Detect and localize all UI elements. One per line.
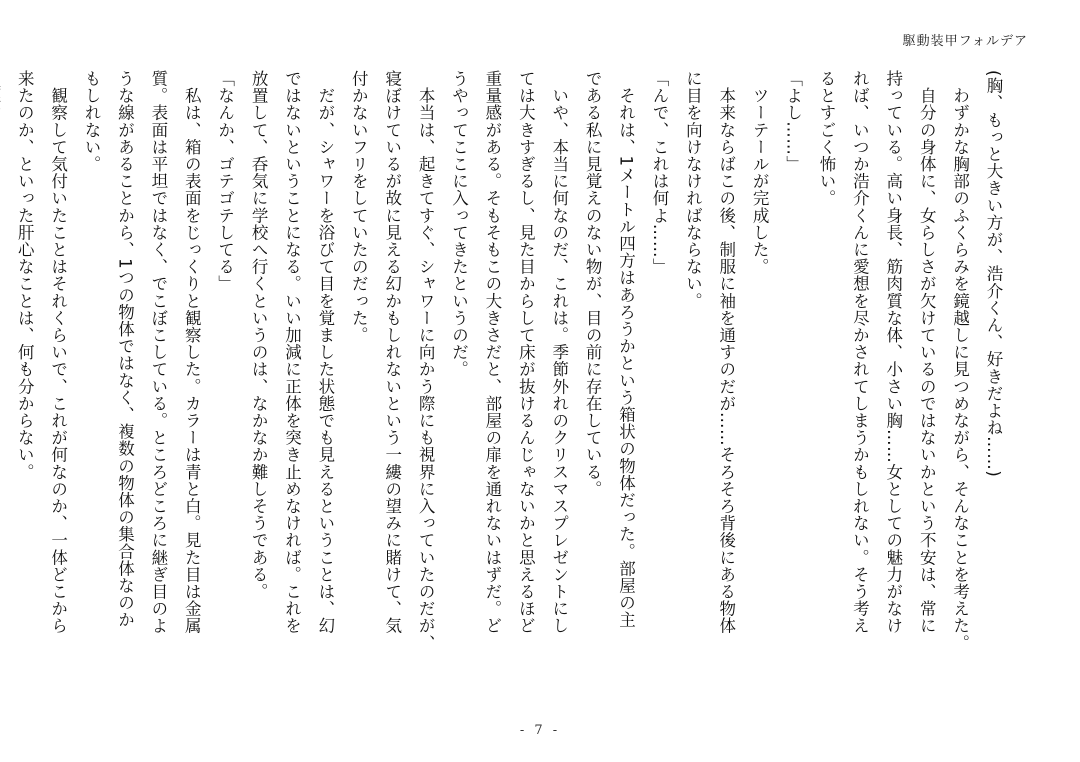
text-line: 持っている。高い身長、筋肉質な体、小さい胸……女としての魅力がなけ	[883, 70, 903, 635]
text-line: である私に見覚えのない物が、目の前に存在している。	[583, 70, 603, 498]
text-line: うやってここに入ってきたというのだ。	[449, 70, 469, 378]
text-line: ては大きすぎるし、見た目からして床が抜けるんじゃないかと思えるほど	[516, 70, 536, 635]
text-line	[0, 70, 8, 710]
text-line: わずかな胸部のふくらみを鏡越しに見つめながら、そんなことを考えた。	[950, 70, 970, 652]
text-line: 付かないフリをしていたのだった。	[349, 70, 369, 344]
text-line: 自分の身体に、女らしさが欠けているのではないかという不安は、常に	[917, 70, 937, 635]
text-line: 「んで、これは何よ……」	[649, 70, 669, 276]
text-line: ではないということになる。いい加減に正体を突き止めなければ。これを	[282, 70, 302, 635]
text-line: 放置して、呑気に学校へ行くというのは、なかなか難しそうである。	[249, 70, 269, 601]
text-line: 本当は、起きてすぐ、シャワーに向かう際にも視界に入っていたのだが、	[416, 70, 436, 652]
text-line: 本来ならばこの後、制服に袖を通すのだが……そろそろ背後にある物体	[716, 70, 736, 635]
novel-text-body	[15, 70, 1010, 710]
text-line: 私は、箱の表面をじっくりと観察した。カラーは青と白。見た目は金属	[182, 70, 202, 635]
text-line: るとすごく怖い。	[816, 70, 836, 207]
text-line: れば、いつか浩介くんに愛想を尽かされてしまうかもしれない。そう考え	[850, 70, 870, 635]
text-line: 「よし……」	[783, 70, 803, 173]
text-line: だが、シャワーを浴びて目を覚ました状態でも見えるということは、幻	[315, 70, 335, 635]
text-line: ツーテールが完成した。	[750, 70, 770, 276]
text-line: 質。表面は平坦ではなく、でこぼこしている。ところどころに継ぎ目のよ	[148, 70, 168, 635]
text-line: 重量感がある。そもそもこの大きさだと、部屋の扉を通れないはずだ。ど	[482, 70, 502, 635]
text-line: 来たのか、といった肝心なことは、何も分からない。	[15, 70, 35, 481]
text-line: いや、本当に何なのだ、これは。季節外れのクリスマスプレゼントにし	[549, 70, 569, 635]
running-header-title: 駆動装甲フォルデア	[902, 34, 1028, 49]
text-line: 寝ぼけているが故に見える幻かもしれないという一縷の望みに賭けて、気	[382, 70, 402, 635]
text-line: もしれない。	[82, 70, 102, 173]
text-line: 観察して気付いたことはそれくらいで、これが何なのか、一体どこから	[48, 70, 68, 635]
text-line: うな線があることから、1つの物体ではなく、複数の物体の集合体なのか	[115, 70, 135, 629]
text-line: に目を向けなければならない。	[683, 70, 703, 310]
page-number: - 7 -	[519, 723, 561, 738]
text-line: (胸、もっと大きい方が、浩介くん、好きだよね……)	[984, 70, 1003, 478]
text-line: 「なんか、ゴテゴテしてる」	[215, 70, 235, 293]
text-line: それは、1メートル四方はあろうかという箱状の物体だった。部屋の主	[616, 70, 636, 629]
